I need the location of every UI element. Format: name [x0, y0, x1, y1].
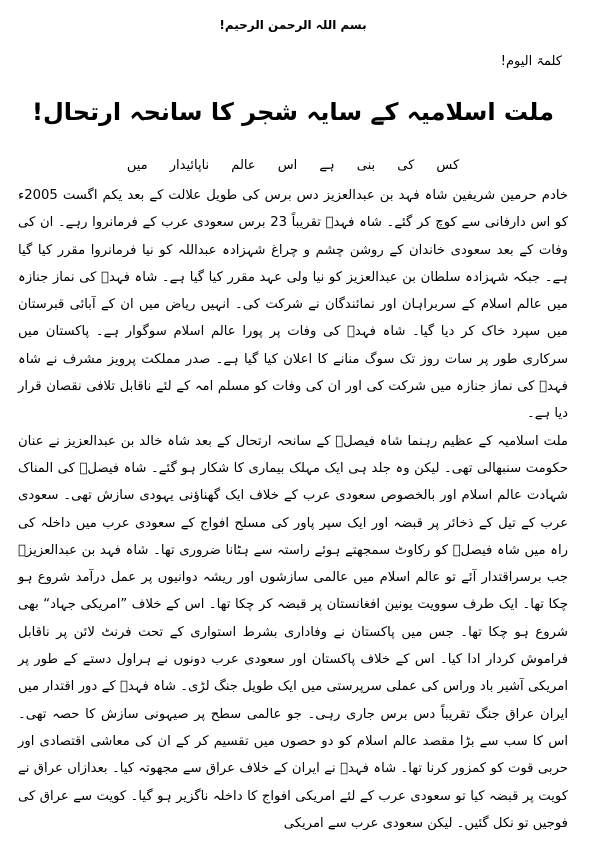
article-verse: کس کی بنی ہے اس عالم ناپائیدار میں — [126, 158, 460, 173]
article-body — [18, 182, 568, 837]
bismillah-heading: بسم اللہ الرحمن الرحیم! — [219, 18, 367, 32]
paragraph-1: خادم حرمین شریفین شاہ فہد بن عبدالعزیز دس برس کی طویل علالت کے بعد یکم اگست 2005ء کو اس دارفانی سے کوچ کر گئے۔ شاہ فہدؒ تقریباً 23 برس سعودی عرب کے فرمانروا رہے۔ ان کی وفات کے بعد سعودی خاندان کے روشن چشم و چراغ شہزادہ عبداللہ کو نیا فرمانروا مقرر کیا گیا ہے۔ جبکہ شہزادہ سلطان بن عبدالعزیز کو نیا ولی عہد مقرر کیا گیا ہے۔ شاہ فہدؒ کی نماز جنازہ میں عالم اسلام کے سربراہان اور نمائندگان نے شرکت کی۔ انہیں ریاض میں ان کے آبائی قبرستان میں سپرد خاک کر دیا گیا۔ شاہ فہدؒ کی وفات پر پورا عالم اسلام سوگوار ہے۔ پاکستان میں سرکاری طور پر سات روز تک سوگ منانے کا اعلان کیا گیا ہے۔ صدر مملکت پرویز مشرف نے شاہ فہدؒ کی نماز جنازہ میں شرکت کی اور ان کی وفات کو مسلم امہ کے لئے ناقابل تلافی نقصان قرار دیا ہے۔ — [18, 188, 568, 422]
paragraph-2: ملت اسلامیہ کے عظیم رہنما شاہ فیصلؒ کے سانحہ ارتحال کے بعد شاہ خالد بن عبدالعزیز نے عنان حکومت سنبھالی تھی۔ لیکن وہ جلد ہی ایک مہلک بیماری کا شکار ہو گئے۔ شاہ فیصلؒ کی المناک شہادت عالم اسلام اور بالخصوص سعودی عرب کے خلاف ایک گھناؤنی یہودی سازش تھی۔ سعودی عرب کے تیل کے ذخائر پر قبضہ اور ایک سپر پاور کی مسلح افواج کے سعودی عرب میں داخلہ کی راہ میں شاہ فیصلؒ کو رکاوٹ سمجھتے ہوئے راستہ سے ہٹانا ضروری تھا۔ شاہ فہد بن عبدالعزیزؒ جب برسراقتدار آئے تو عالم اسلام میں عالمی سازشوں اور ریشہ دوانیوں پر عمل درآمد شروع ہو چکا تھا۔ ایک طرف سوویت یونین افغانستان پر قبضہ کر چکا تھا۔ اس کے خلاف ”امریکی جہاد“ بھی شروع ہو چکا تھا۔ جس میں پاکستان نے وفاداری بشرط استواری کے تحت فرنٹ لائن پر ناقابل فراموش کردار ادا کیا۔ اس کے خلاف پاکستان اور سعودی عرب دونوں نے ہراول دستے کے طور پر امریکی آشیر باد وراس کی عملی سرپرستی میں ایک طویل جنگ لڑی۔ شاہ فہدؒ کے دور اقتدار میں ایران عراق جنگ تقریباً دس برس جاری رہی۔ جو عالمی سطح پر صیہونی سازش کا حصہ تھی۔ اس کا سب سے بڑا مقصد عالم اسلام کو دو حصوں میں تقسیم کر کے ان کی معاشی اقتصادی اور حربی قوت کو کمزور کرنا تھا۔ شاہ فہدؒ نے ایران کے خلاف عراق سے مجھوتہ کیا۔ بعدازاں عراق نے کویت پر قبضہ کیا تو سعودی عرب کے لئے امریکی افواج کا داخلہ ناگزیر ہو گیا۔ کویت سے عراق کی فوجیں تو نکل گئیں۔ لیکن سعودی عرب سے امریکی — [18, 433, 568, 831]
column-label: کلمۃ الیوم! — [500, 54, 562, 69]
article-title: ملت اسلامیہ کے سایہ شجر کا سانحہ ارتحال! — [32, 98, 554, 126]
